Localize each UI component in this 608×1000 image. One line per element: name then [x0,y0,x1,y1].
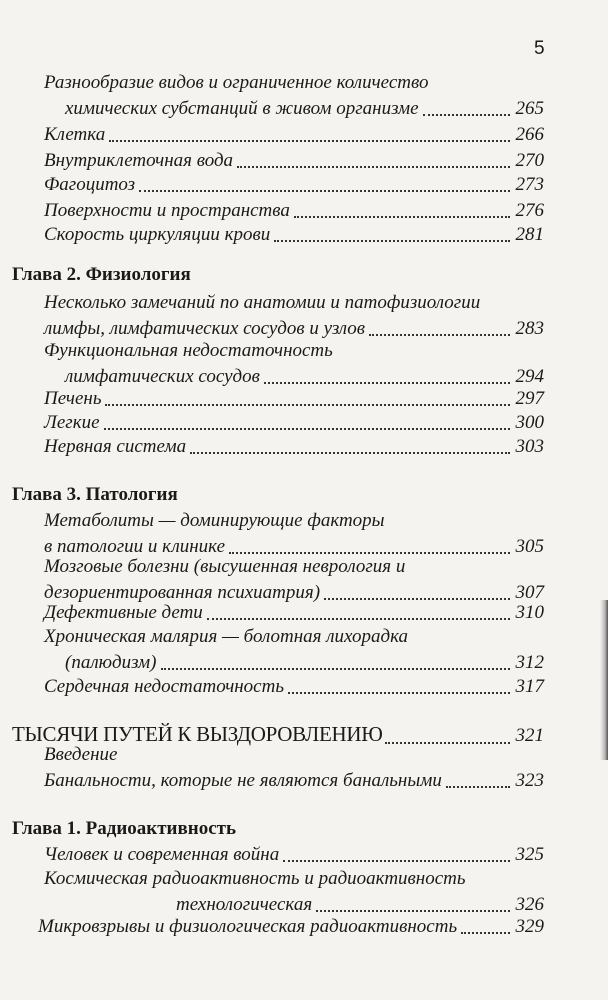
leader-dots [324,580,509,600]
toc-page-number: 325 [515,844,544,865]
toc-entry-title: Хроническая малярия — болотная лихорадка [44,626,409,647]
toc-entry-title: дезориентированная психиатрия) [44,582,321,603]
toc-page-number: 321 [515,725,544,746]
toc-entry[interactable] [44,842,544,868]
leader-dots [207,600,510,620]
toc-entry-title: Внутриклеточная вода [44,150,234,171]
toc-entry[interactable] [44,554,544,606]
toc-entry[interactable] [44,674,544,700]
toc-entry-title: Легкие [44,412,100,433]
toc-entry-title: технологическая [176,894,313,915]
toc-entry[interactable] [44,290,544,342]
leader-dots [264,364,510,384]
toc-entry-title: Введение [44,744,118,765]
toc-entry[interactable] [44,338,544,390]
toc-page-number: 265 [515,98,544,119]
toc-entry-title: Микровзрывы и физиологическая радиоактивность [38,916,458,937]
toc-entry-title: Поверхности и пространства [44,200,290,221]
leader-dots [105,386,509,406]
toc-page-number: 323 [515,770,544,791]
leader-dots [139,172,509,192]
toc-entry-title: Сердечная недостаточность [44,676,284,697]
toc-page-number: 326 [515,894,544,915]
toc-page-number: 276 [515,200,544,221]
toc-entry[interactable] [44,866,544,918]
leader-dots [446,768,510,788]
toc-entry-title: Несколько замечаний по анатомии и патофизиологии [44,292,481,313]
toc-entry-title: в патологии и клинике [44,536,226,557]
chapter-heading: Глава 1. Радиоактивность [12,818,237,839]
page-number: 5 [534,38,545,59]
leader-dots [190,434,509,454]
toc-entry-title: Человек и современная война [44,844,280,865]
leader-dots [274,222,509,242]
toc-page-number: 273 [515,174,544,195]
leader-dots [423,96,510,116]
toc-entry-title: Банальности, которые не являются банальными [44,770,442,791]
toc-entry-title: Функциональная недостаточность [44,340,333,361]
leader-dots [109,122,509,142]
chapter-heading: Глава 2. Физиология [12,264,191,285]
toc-entry[interactable] [44,410,544,436]
toc-entry-title: Метаболиты — доминирующие факторы [44,510,385,531]
toc-entry[interactable] [44,172,544,198]
toc-page-number: 305 [515,536,544,557]
leader-dots [316,892,509,912]
toc-page-number: 307 [515,582,544,603]
toc-entry-title: Мозговые болезни (высушенная неврология и [44,556,406,577]
toc-entry[interactable] [44,198,544,224]
leader-dots [283,842,509,862]
toc-page-number: 294 [515,366,544,387]
part-title: ТЫСЯЧИ ПУТЕЙ К ВЫЗДОРОВЛЕНИЮ [12,722,383,746]
toc-entry[interactable] [38,914,544,940]
toc-page-number: 329 [515,916,544,937]
toc-entry-title: Печень [44,388,102,409]
leader-dots [461,914,509,934]
toc-entry[interactable] [44,122,544,148]
toc-entry[interactable] [44,508,544,560]
toc-page-number: 283 [515,318,544,339]
toc-entry-title: Фагоцитоз [44,174,136,195]
toc-entry[interactable] [44,434,544,460]
leader-dots [369,316,509,336]
toc-entry[interactable] [44,600,544,626]
toc-entry-title: (палюдизм) [65,652,157,673]
chapter-heading: Глава 3. Патология [12,484,178,505]
toc-page-number: 281 [515,224,544,245]
toc-entry-title: Космическая радиоактивность и радиоактивность [44,868,466,889]
toc-page-number: 266 [515,124,544,145]
toc-entry[interactable] [44,624,544,676]
toc-page-number: 310 [515,602,544,623]
toc-page-number: 317 [515,676,544,697]
toc-page-number: 303 [515,436,544,457]
leader-dots [294,198,510,218]
toc-entry[interactable] [44,742,544,794]
leader-dots [385,724,510,744]
toc-page-number: 312 [515,652,544,673]
toc-entry-title: Клетка [44,124,106,145]
leader-dots [237,148,509,168]
leader-dots [229,534,509,554]
leader-dots [104,410,510,430]
leader-dots [288,674,510,694]
toc-entry-title: Дефективные дети [44,602,203,623]
toc-entry[interactable] [44,386,544,412]
toc-page-number: 270 [515,150,544,171]
toc-page-number: 297 [515,388,544,409]
toc-entry[interactable] [44,70,544,122]
toc-entry-title: Нервная система [44,436,187,457]
toc-entry-title: лимфы, лимфатических сосудов и узлов [44,318,366,339]
toc-entry[interactable] [44,222,544,248]
toc-page-number: 300 [515,412,544,433]
toc-entry-title: химических субстанций в живом организме [65,98,419,119]
toc-entry-title: лимфатических сосудов [65,366,260,387]
toc-entry-title: Скорость циркуляции крови [44,224,271,245]
toc-entry-title: Разнообразие видов и ограниченное количество [44,72,429,93]
leader-dots [161,650,510,670]
page-edge-shadow [600,600,608,760]
toc-entry[interactable] [44,148,544,174]
